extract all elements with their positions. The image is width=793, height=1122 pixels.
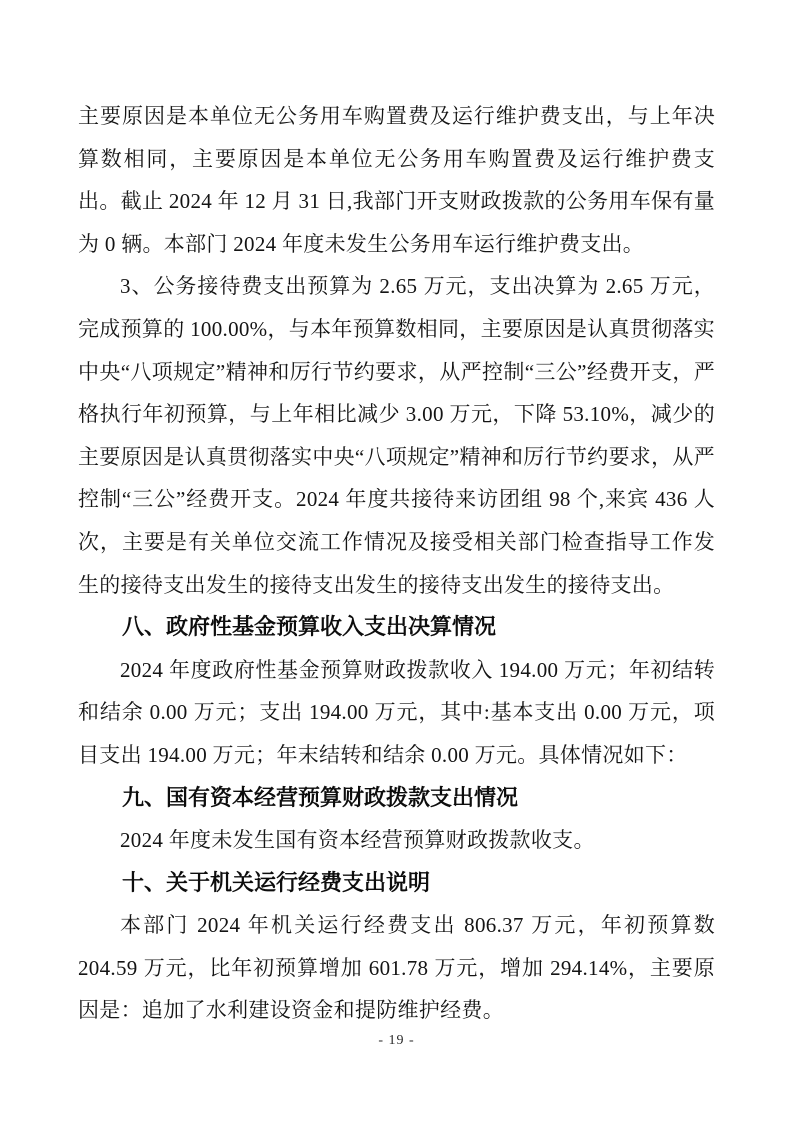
heading-section-9-state-capital-budget: 九、国有资本经营预算财政拨款支出情况 xyxy=(122,784,519,810)
page-number: - 19 - xyxy=(378,1033,415,1048)
paragraph-official-vehicle-expense: 主要原因是本单位无公务用车购置费及运行维护费支出，与上年决算数相同，主要原因是本单位无公务用车购置费及运行维护费支出。截止 2024 年 12 月 31 日,我部门开支财政拨款的公务用车保有量为 0 辆。本部门 2024 年度未发生公务用车运行维护费支出。 xyxy=(78,104,715,256)
paragraph-state-capital-budget-details: 2024 年度未发生国有资本经营预算财政拨款收支。 xyxy=(120,828,595,853)
paragraph-government-fund-budget-details: 2024 年度政府性基金预算财政拨款收入 194.00 万元；年初结转和结余 0.00 万元；支出 194.00 万元，其中:基本支出 0.00 万元，项目支出 194.00 万元；年末结转和结余 0.00 万元。具体情况如下： xyxy=(78,657,715,767)
paragraph-official-reception-expense: 3、公务接待费支出预算为 2.65 万元，支出决算为 2.65 万元，完成预算的 100.00%，与本年预算数相同，主要原因是认真贯彻落实中央“八项规定”精神和厉行节约要求，从严控制“三公”经费开支，严格执行年初预算，与上年相比减少 3.00 万元，下降 53.10%，减少的主要原因是认真贯彻落实中央“八项规定”精神和厉行节约要求，从严控制“三公”经费开支。2024 年度共接待来访团组 98 个,来宾 436 人次，主要是有关单位交流工作情况及接受相关部门检查指导工作发生的接待支出发生的接待支出发生的接待支出发生的接待支出。 xyxy=(78,274,715,597)
page-content xyxy=(78,95,715,1032)
heading-section-8-government-fund-budget: 八、政府性基金预算收入支出决算情况 xyxy=(122,614,497,640)
paragraph-operating-expense-details: 本部门 2024 年机关运行经费支出 806.37 万元，年初预算数 204.59 万元，比年初预算增加 601.78 万元，增加 294.14%，主要原因是：追加了水利建设资金和提防维护经费。 xyxy=(78,913,715,1023)
heading-section-10-operating-expense: 十、关于机关运行经费支出说明 xyxy=(122,869,431,895)
